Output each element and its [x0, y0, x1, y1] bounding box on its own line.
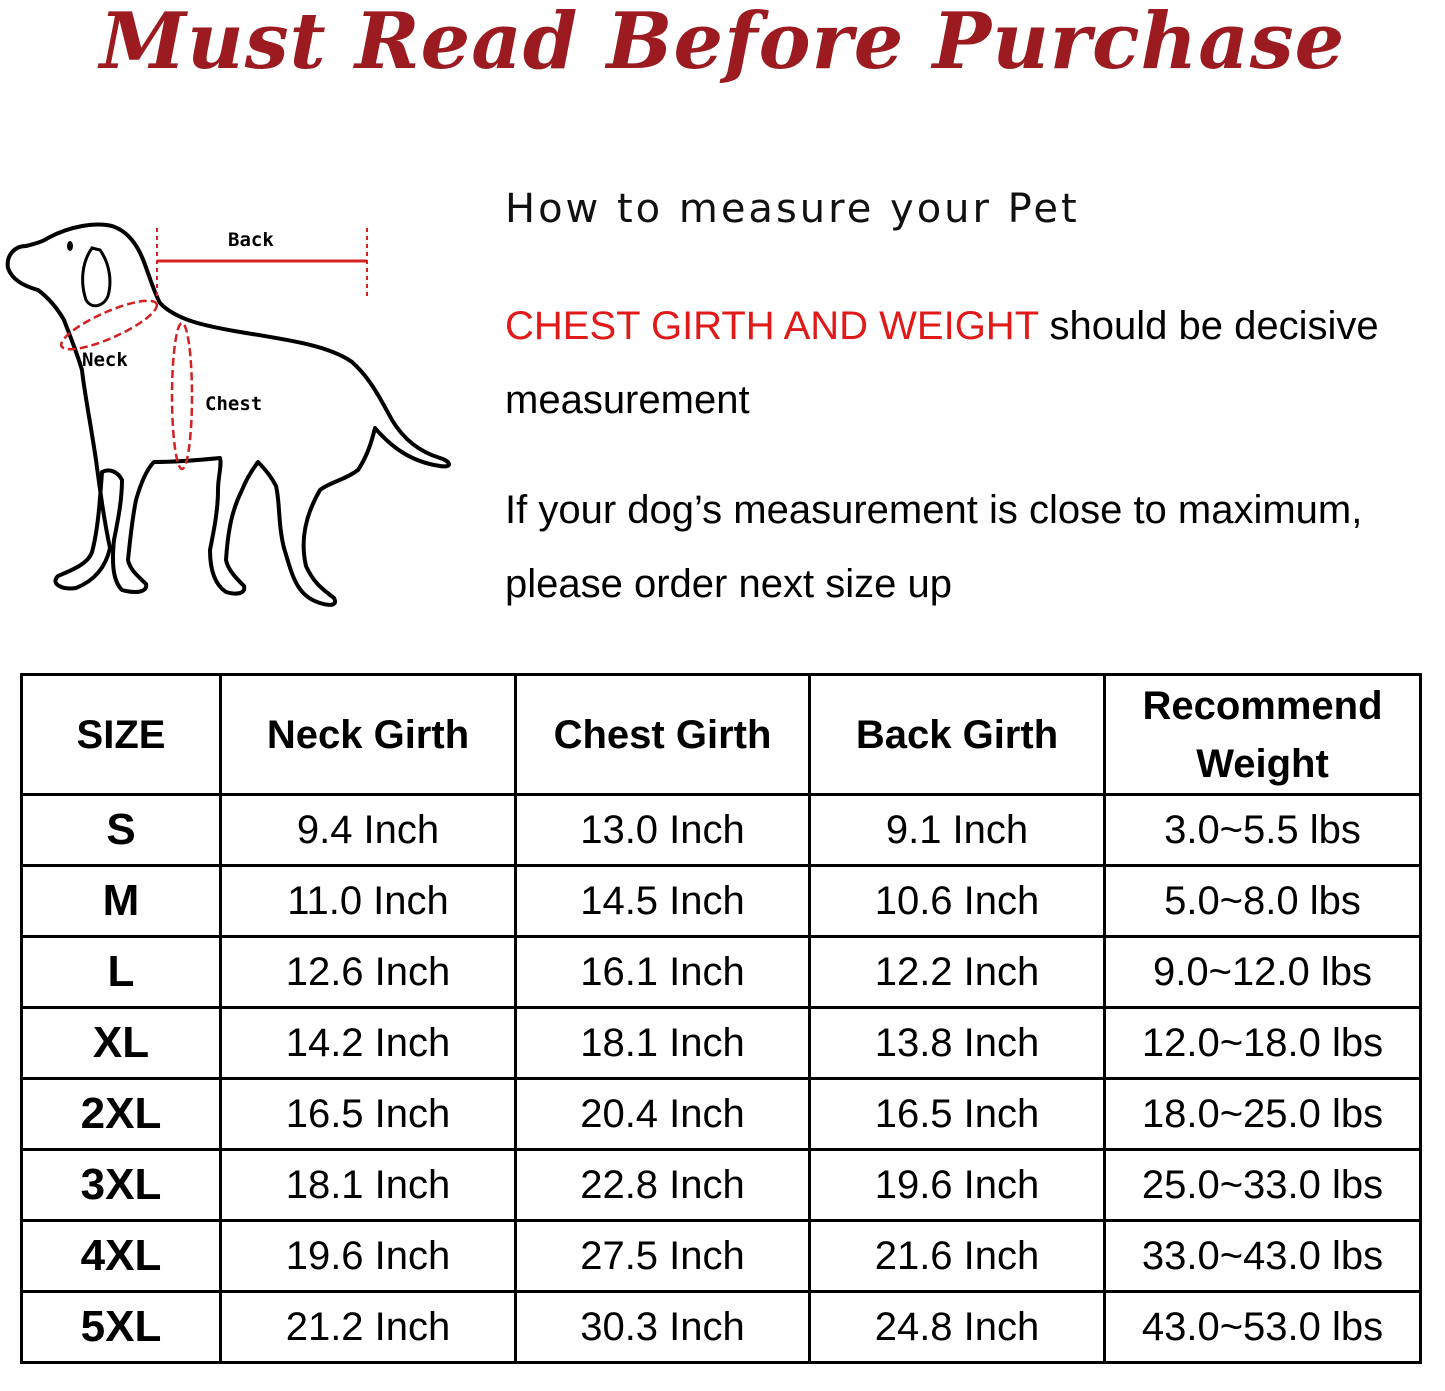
size-cell: 4XL	[22, 1221, 221, 1292]
header-chest-girth: Chest Girth	[516, 675, 810, 795]
table-row	[22, 1150, 1421, 1221]
chest-cell: 14.5 Inch	[516, 866, 810, 937]
weight-cell: 18.0~25.0 lbs	[1105, 1079, 1421, 1150]
chest-cell: 13.0 Inch	[516, 795, 810, 866]
instruction-line-2: measurement	[505, 378, 750, 422]
instruction-line-1	[505, 304, 1379, 349]
neck-cell: 9.4 Inch	[221, 795, 516, 866]
neck-cell: 21.2 Inch	[221, 1292, 516, 1363]
chest-cell: 30.3 Inch	[516, 1292, 810, 1363]
table-row	[22, 795, 1421, 866]
neck-label: Neck	[82, 349, 128, 371]
chest-label: Chest	[205, 393, 263, 415]
header-back-girth: Back Girth	[810, 675, 1105, 795]
back-cell: 24.8 Inch	[810, 1292, 1105, 1363]
instruction-line-4: please order next size up	[505, 562, 952, 606]
size-cell: M	[22, 866, 221, 937]
header-weight-line-2: Weight	[1196, 741, 1329, 786]
back-cell: 19.6 Inch	[810, 1150, 1105, 1221]
weight-cell: 12.0~18.0 lbs	[1105, 1008, 1421, 1079]
table-row	[22, 1079, 1421, 1150]
table-row	[22, 1008, 1421, 1079]
dog-ear	[83, 248, 110, 306]
table-header-row	[22, 675, 1421, 795]
table-row	[22, 937, 1421, 1008]
instruction-highlight: CHEST GIRTH AND WEIGHT	[505, 304, 1039, 348]
size-cell: 2XL	[22, 1079, 221, 1150]
neck-cell: 12.6 Inch	[221, 937, 516, 1008]
size-chart-table	[20, 673, 1422, 1364]
back-cell: 10.6 Inch	[810, 866, 1105, 937]
table-row	[22, 866, 1421, 937]
neck-cell: 14.2 Inch	[221, 1008, 516, 1079]
neck-cell: 11.0 Inch	[221, 866, 516, 937]
back-cell: 21.6 Inch	[810, 1221, 1105, 1292]
neck-cell: 16.5 Inch	[221, 1079, 516, 1150]
chest-cell: 20.4 Inch	[516, 1079, 810, 1150]
header-neck-girth: Neck Girth	[221, 675, 516, 795]
weight-cell: 9.0~12.0 lbs	[1105, 937, 1421, 1008]
neck-cell: 18.1 Inch	[221, 1150, 516, 1221]
chest-cell: 16.1 Inch	[516, 937, 810, 1008]
weight-cell: 33.0~43.0 lbs	[1105, 1221, 1421, 1292]
weight-cell: 5.0~8.0 lbs	[1105, 866, 1421, 937]
instruction-line-1-rest: should be decisive	[1038, 304, 1379, 348]
chest-cell: 22.8 Inch	[516, 1150, 810, 1221]
dog-measurement-diagram	[0, 215, 460, 615]
weight-cell: 3.0~5.5 lbs	[1105, 795, 1421, 866]
size-cell: L	[22, 937, 221, 1008]
weight-cell: 25.0~33.0 lbs	[1105, 1150, 1421, 1221]
header-recommend-weight	[1105, 675, 1421, 795]
header-weight-line-1: Recommend	[1142, 683, 1383, 728]
how-to-measure-heading: How to measure your Pet	[505, 186, 1080, 232]
back-cell: 9.1 Inch	[810, 795, 1105, 866]
chest-measure-loop	[172, 323, 192, 469]
back-cell: 12.2 Inch	[810, 937, 1105, 1008]
size-cell: 5XL	[22, 1292, 221, 1363]
weight-cell: 43.0~53.0 lbs	[1105, 1292, 1421, 1363]
neck-cell: 19.6 Inch	[221, 1221, 516, 1292]
size-cell: S	[22, 795, 221, 866]
instruction-line-3: If your dog’s measurement is close to maximum,	[505, 488, 1363, 532]
chest-cell: 27.5 Inch	[516, 1221, 810, 1292]
header-size: SIZE	[22, 675, 221, 795]
table-row	[22, 1292, 1421, 1363]
size-cell: 3XL	[22, 1150, 221, 1221]
page-title: Must Read Before Purchase	[99, 0, 1346, 87]
back-cell: 16.5 Inch	[810, 1079, 1105, 1150]
size-cell: XL	[22, 1008, 221, 1079]
dog-eye	[67, 241, 73, 251]
chest-cell: 18.1 Inch	[516, 1008, 810, 1079]
back-cell: 13.8 Inch	[810, 1008, 1105, 1079]
table-row	[22, 1221, 1421, 1292]
back-label: Back	[228, 229, 274, 251]
